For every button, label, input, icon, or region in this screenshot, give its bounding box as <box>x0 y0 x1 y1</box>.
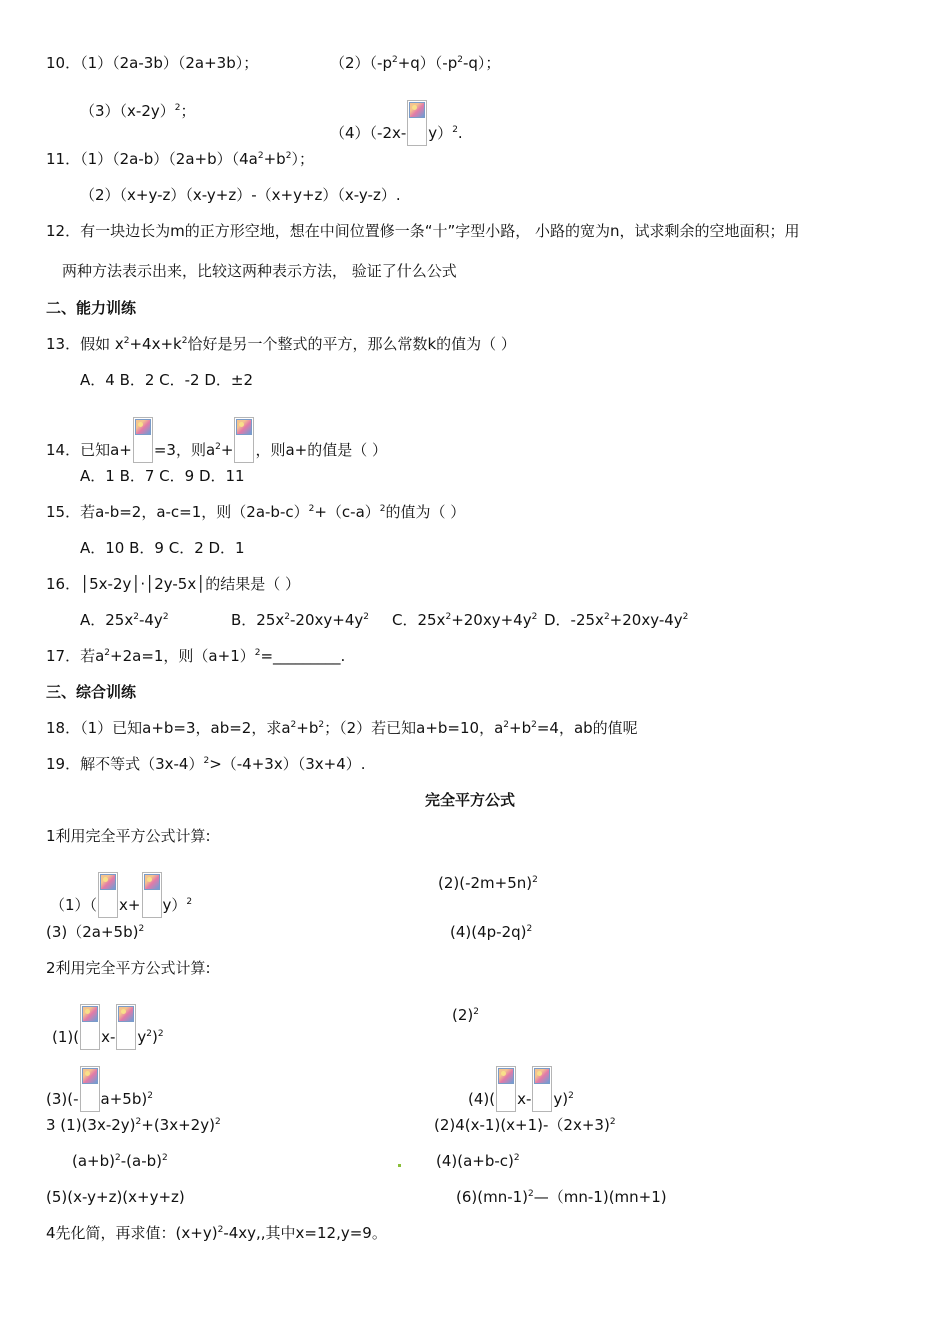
q10-part4: （4）（-2x- y）$^2$. <box>330 100 463 146</box>
q16-option-c: C．$25x^2+20xy+4y^2$ <box>392 611 538 629</box>
q15-options: A．10 B．9 C．2 D．1 <box>80 539 245 557</box>
q12-line1: 12．有一块边长为m的正方形空地，想在中间位置修一条“十”字型小路， 小路的宽为n，试求剩余的空地面积；用 <box>46 222 800 240</box>
part2-item4: (4)( x- y)$^2$ <box>468 1066 574 1112</box>
part1-item3: (3)（2a+5b)$^2$ <box>46 923 145 941</box>
q13: 13．假如 $x^2+4x+k^2$恰好是另一个整式的平方，那么常数k的值为（ ） <box>46 335 516 353</box>
q11-part2: （2）（x+y-z）（x-y+z）-（x+y+z）（x-y-z）. <box>80 186 401 204</box>
q16-option-a: A．$25x^2-4y^2$ <box>80 611 169 629</box>
part3-item2: (2)4(x-1)(x+1)-（2x+3)$^2$ <box>434 1116 616 1134</box>
part3-item3: $(a+b)^2-(a-b)^2$ <box>72 1152 168 1170</box>
q10-part2: $(2)(-p^2+q)(-p^2-q)$； <box>330 54 501 72</box>
q10-part3: $(3)(x-2y)^2$； <box>80 102 196 120</box>
part1-item1: （1）（ x+ y）$^2$ <box>50 872 192 918</box>
stray-dot <box>398 1164 401 1167</box>
fraction-image-icon <box>98 872 118 918</box>
q13-options: A．4 B．2 C．-2 D．±2 <box>80 371 254 389</box>
q14: 14．已知a+ =3，则$a^2+$ ，则a+的值是（ ） <box>46 417 387 463</box>
part3-item6: $(6)(mn-1)^2—(mn-1)(mn+1)$ <box>456 1188 667 1206</box>
part3-item4: $(4)(a+b-c)^2$ <box>436 1152 520 1170</box>
q15: 15．若a-b=2，a-c=1，则$(2a-b-c)^2+(c-a)^2$的值为（ ） <box>46 503 466 521</box>
fraction-image-icon <box>407 100 427 146</box>
q16: 16．│5x-2y│·│2y-5x│的结果是（ ） <box>46 575 300 593</box>
q17: 17．若$a^2+2a=1$，则$(a+1)^2=\_\_\_\_\_\_\_\_\_$. <box>46 647 346 665</box>
fraction-image-icon <box>142 872 162 918</box>
q16-option-d: D．$-25x^2+20xy-4y^2$ <box>544 611 689 629</box>
q19: 19．解不等式$(3x-4)^2>(-4+3x)(3x+4)$. <box>46 755 366 773</box>
fraction-image-icon <box>532 1066 552 1112</box>
fraction-image-icon <box>496 1066 516 1112</box>
part2-item1: (1)( x- $y^2)^2$ <box>52 1004 164 1050</box>
fraction-image-icon <box>234 417 254 463</box>
q12-line2: 两种方法表示出来，比较这两种表示方法， 验证了什么公式 <box>62 262 457 280</box>
q11-part1: 11．$(1)(2a-b)(2a+b)(4a^2+b^2)$； <box>46 150 314 168</box>
part3-item5: (5)(x-y+z)(x+y+z) <box>46 1188 185 1206</box>
fraction-image-icon <box>133 417 153 463</box>
fraction-image-icon <box>80 1066 100 1112</box>
section-heading-ability: 二、能力训练 <box>46 299 137 317</box>
part3-item1: 3 $(1)(3x-2y)^2+(3x+2y)^2$ <box>46 1116 221 1134</box>
q18: 18．（1）已知a+b=3，ab=2，求$a^2+b^2$；（2）若已知a+b=10，$a^2+b^2=4$，ab的值呢 <box>46 719 638 737</box>
q10-part1: 10．（1）（2a-3b）（2a+3b）； <box>46 54 259 72</box>
part4: 4先化简，再求值：$(x+y)^2-4xy$,,其中x=12,y=9。 <box>46 1224 387 1242</box>
fraction-image-icon <box>80 1004 100 1050</box>
section-title: 完全平方公式 <box>425 791 516 809</box>
section-heading-comprehensive: 三、综合训练 <box>46 683 137 701</box>
part2-heading: 2利用完全平方公式计算: <box>46 959 211 977</box>
fraction-image-icon <box>116 1004 136 1050</box>
part2-item3: (3)(- a+5b)$^2$ <box>46 1066 153 1112</box>
part2-item2: $(2)^2$ <box>452 1006 479 1024</box>
part1-item2: $(2)(-2m+5n)^2$ <box>438 874 538 892</box>
part1-heading: 1利用完全平方公式计算: <box>46 827 211 845</box>
q14-options: A．1 B．7 C．9 D．11 <box>80 467 245 485</box>
part1-item4: $(4)(4p-2q)^2$ <box>450 923 533 941</box>
q16-option-b: B．$25x^2-20xy+4y^2$ <box>231 611 369 629</box>
